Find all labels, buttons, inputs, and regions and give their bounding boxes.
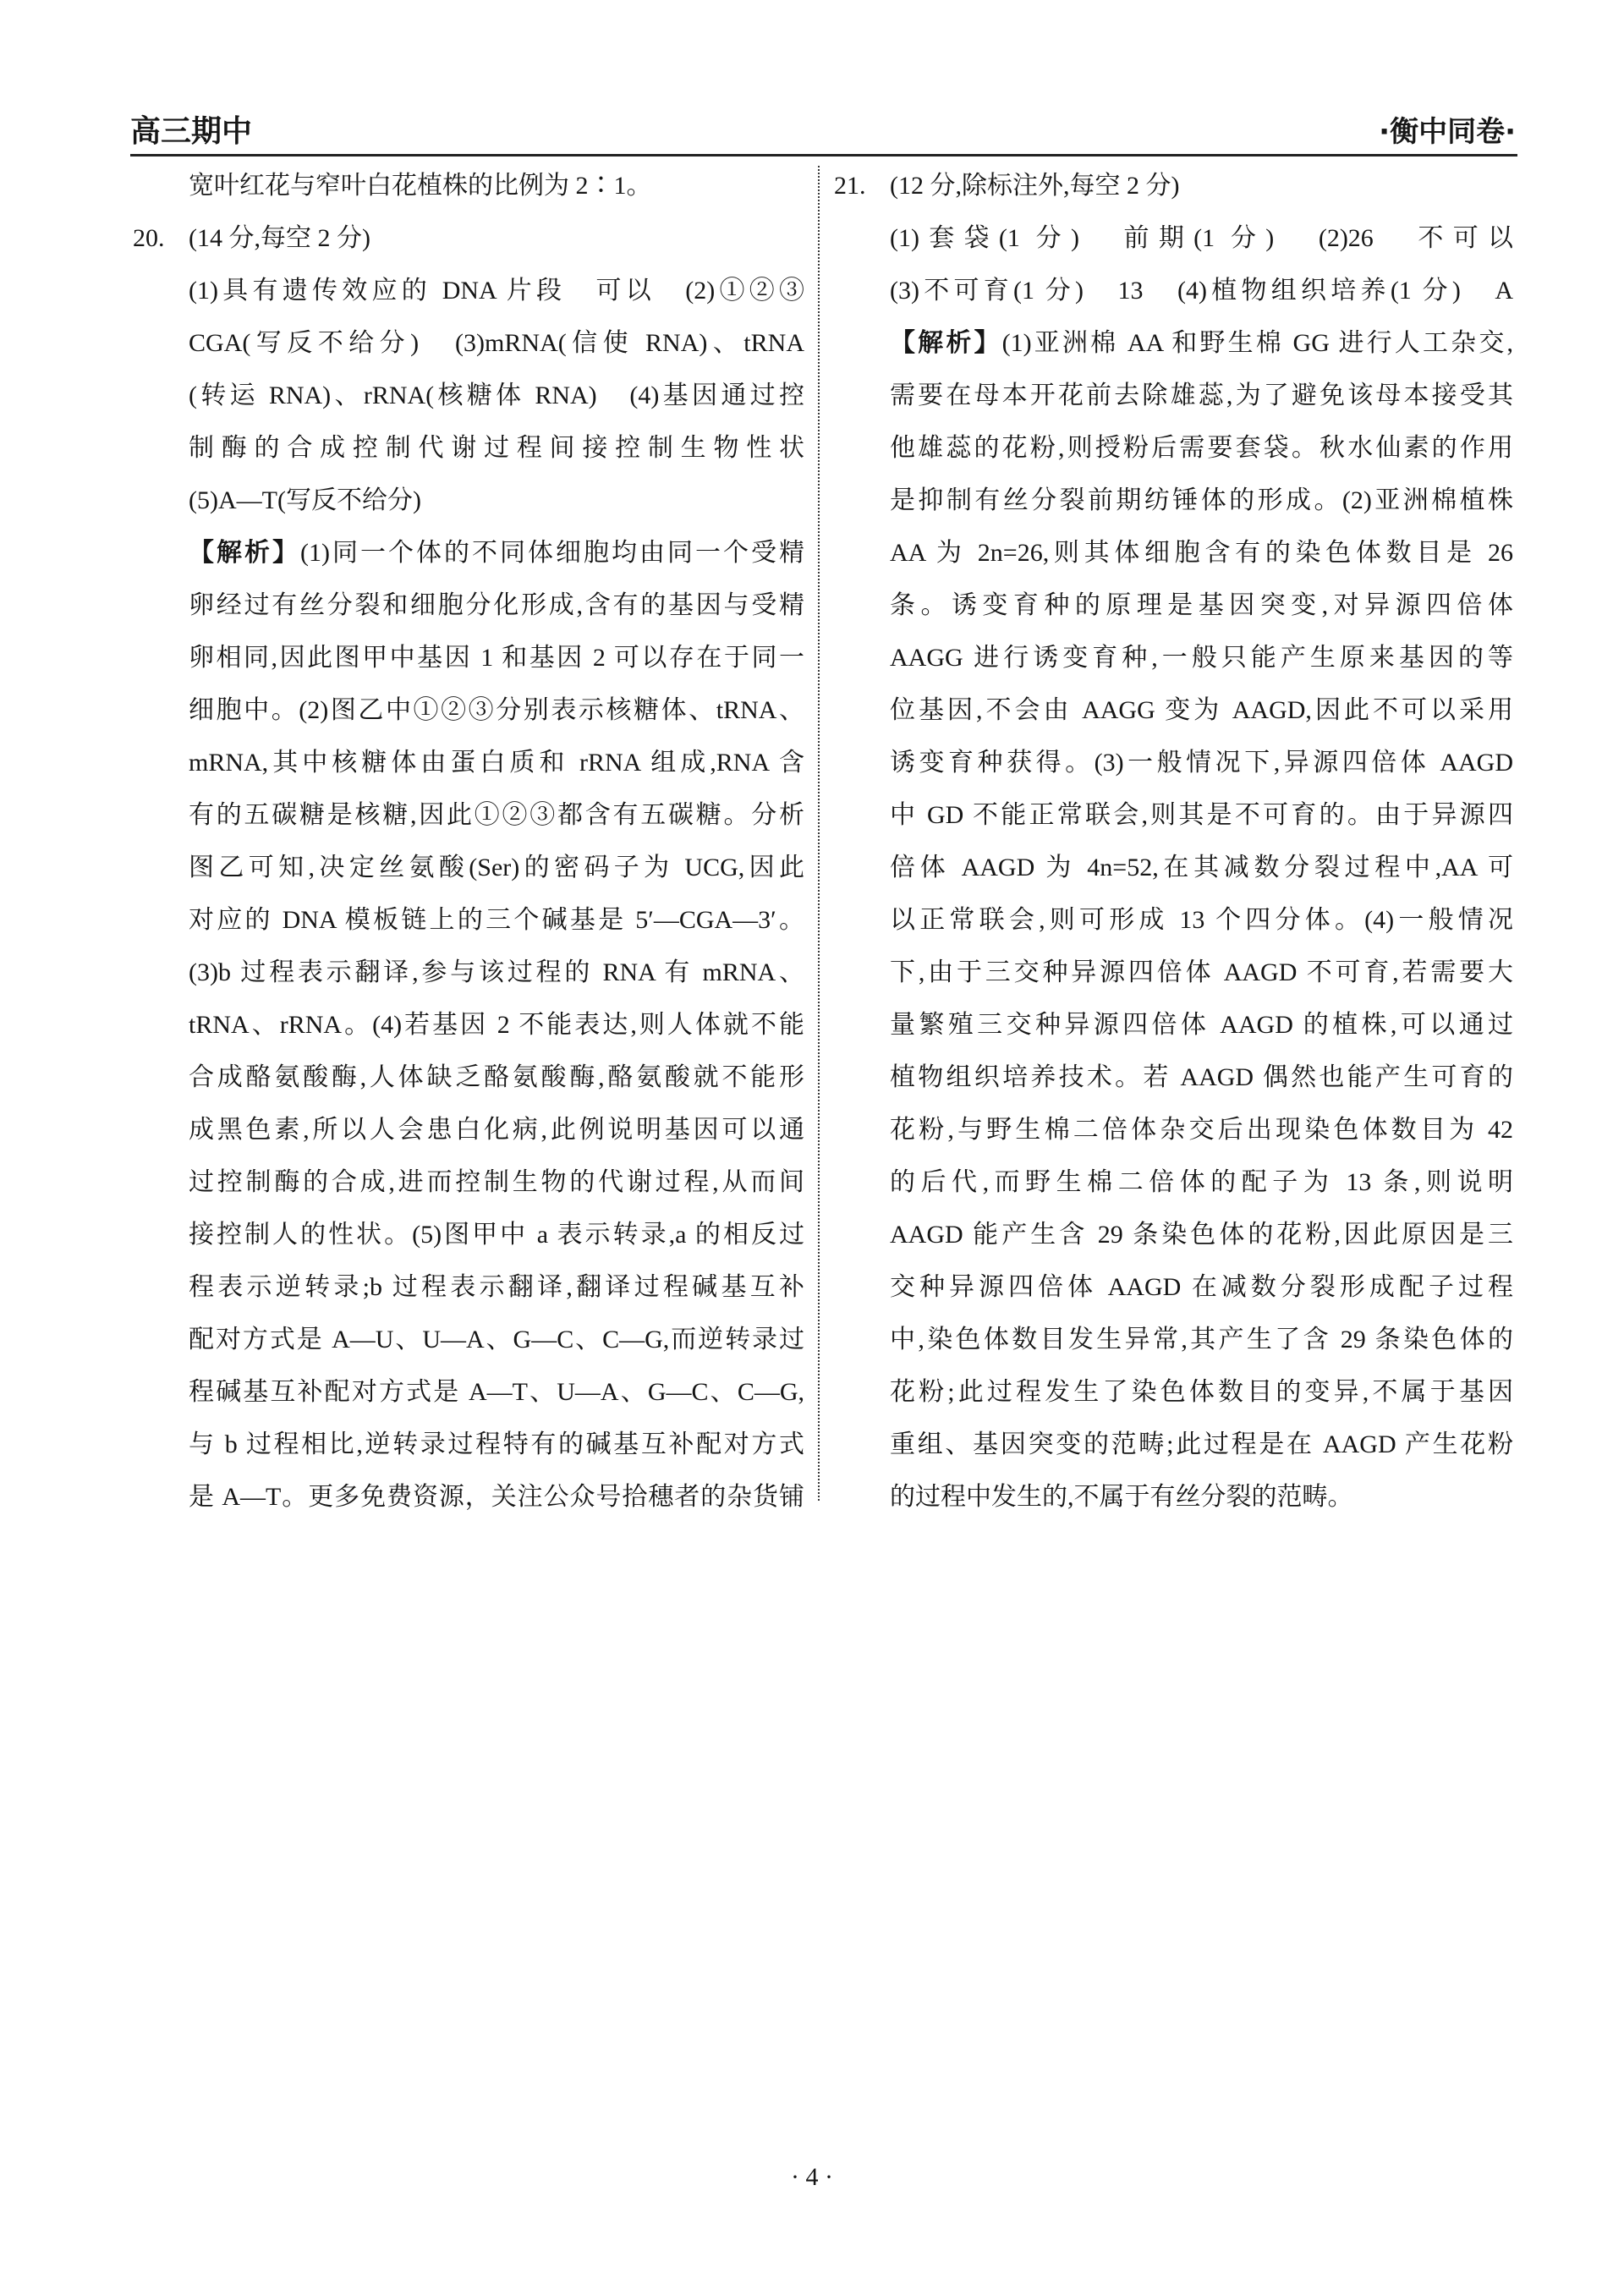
left-column: [133, 160, 805, 1524]
q21-analysis-line: 条。诱变育种的原理是基因突变,对异源四倍体: [890, 591, 1513, 619]
q20-answer-line: (转运 RNA)、rRNA(核糖体 RNA) (4)基因通过控: [189, 382, 804, 409]
q20-analysis-line: 过控制酶的合成,进而控制生物的代谢过程,从而间: [189, 1168, 804, 1196]
right-column: [834, 160, 1513, 1524]
q21-analysis-line: 诱变育种获得。(3)一般情况下,异源四倍体 AAGD: [890, 749, 1513, 777]
q21-analysis-text: (1)亚洲棉 AA 和野生棉 GG 进行人工杂交,: [1001, 329, 1513, 357]
q20-answer-line: CGA(写反不给分) (3)mRNA(信使 RNA)、tRNA: [189, 329, 804, 357]
q21-analysis-line: 中,染色体数目发生异常,其产生了含 29 条染色体的: [890, 1326, 1513, 1353]
q21-heading: [834, 160, 1513, 212]
q21-analysis-line: 下,由于三交种异源四倍体 AAGD 不可育,若需要大: [890, 958, 1513, 986]
q21-analysis-line: 的后代,而野生棉二倍体的配子为 13 条,则说明: [890, 1168, 1513, 1196]
q21-analysis-line: 花粉,与野生棉二倍体杂交后出现染色体数目为 42: [890, 1116, 1513, 1144]
q20-analysis-line: 对应的 DNA 模板链上的三个碱基是 5′—CGA—3′。: [189, 906, 804, 934]
header-title-left: 高三期中: [130, 114, 253, 149]
q21-answer-line: (1)套袋(1 分) 前期(1 分) (2)26 不可以: [890, 224, 1513, 252]
q20-analysis-line: [189, 527, 804, 579]
q20-answer-line: (1)具有遗传效应的 DNA 片段 可以 (2)①②③: [189, 277, 804, 305]
q20-analysis-line: (3)b 过程表示翻译,参与该过程的 RNA 有 mRNA、: [189, 958, 804, 986]
q20-scoring: (14 分,每空 2 分): [189, 224, 370, 252]
q21-analysis-line: 量繁殖三交种异源四倍体 AAGD 的植株,可以通过: [890, 1011, 1513, 1039]
q21-analysis-line: 以正常联会,则可形成 13 个四分体。(4)一般情况: [890, 906, 1513, 934]
q20-heading: [133, 212, 804, 265]
q21-analysis-line: 倍体 AAGD 为 4n=52,在其减数分裂过程中,AA 可: [890, 854, 1513, 881]
page-number: · 4 ·: [791, 2163, 833, 2191]
q21-number: 21.: [834, 172, 866, 200]
header-title-right: ·衡中同卷·: [1379, 115, 1516, 149]
q21-answer-line: (3)不可育(1 分) 13 (4)植物组织培养(1 分) A: [890, 277, 1513, 305]
column-divider: [818, 166, 820, 1501]
q21-analysis-line: AA 为 2n=26,则其体细胞含有的染色体数目是 26: [890, 539, 1513, 567]
q21-scoring: (12 分,除标注外,每空 2 分): [890, 172, 1180, 200]
q21-analysis-line: AAGG 进行诱变育种,一般只能产生原来基因的等: [890, 644, 1513, 672]
q20-analysis-line: 有的五碳糖是核糖,因此①②③都含有五碳糖。分析: [189, 801, 804, 829]
q20-analysis-line: 细胞中。(2)图乙中①②③分别表示核糖体、tRNA、: [189, 696, 804, 724]
q21-analysis-line: 中 GD 不能正常联会,则其是不可育的。由于异源四: [890, 801, 1513, 829]
q20-answer-line: 制酶的合成控制代谢过程间接控制生物性状: [189, 434, 804, 462]
q20-analysis-line: mRNA,其中核糖体由蛋白质和 rRNA 组成,RNA 含: [189, 749, 804, 777]
q20-number: 20.: [133, 224, 165, 252]
q20-analysis-line: 图乙可知,决定丝氨酸(Ser)的密码子为 UCG,因此: [189, 854, 804, 881]
q21-analysis-label: 【解析】: [890, 328, 1002, 358]
header-rule: [130, 154, 1517, 156]
q20-analysis-line: 合成酪氨酸酶,人体缺乏酪氨酸酶,酪氨酸就不能形: [189, 1063, 804, 1091]
q20-analysis-label: 【解析】: [189, 538, 301, 568]
q21-analysis-line: 植物组织培养技术。若 AAGD 偶然也能产生可育的: [890, 1063, 1513, 1091]
q21-analysis-line: 交种异源四倍体 AAGD 在减数分裂形成配子过程: [890, 1273, 1513, 1301]
q20-analysis-line: 程表示逆转录;b 过程表示翻译,翻译过程碱基互补: [189, 1273, 804, 1301]
q21-analysis-line: 的过程中发生的,不属于有丝分裂的范畴。: [890, 1483, 1353, 1511]
q20-analysis-text: (1)同一个体的不同体细胞均由同一个受精: [300, 539, 805, 567]
q21-analysis-line: [890, 317, 1513, 370]
q20-analysis-line: 配对方式是 A—U、U—A、G—C、C—G,而逆转录过: [189, 1326, 804, 1353]
q20-analysis-line: 成黑色素,所以人会患白化病,此例说明基因可以通: [189, 1116, 804, 1144]
q20-analysis-line: 程碱基互补配对方式是 A—T、U—A、G—C、C—G,: [189, 1378, 804, 1406]
watermark-text: 更多免费资源，关注公众号拾穗者的杂货铺: [308, 1482, 804, 1512]
q20-analysis-line: 与 b 过程相比,逆转录过程特有的碱基互补配对方式: [189, 1430, 804, 1458]
q21-analysis-line: AAGD 能产生含 29 条染色体的花粉,因此原因是三: [890, 1221, 1513, 1249]
q21-analysis-line: 位基因,不会由 AAGG 变为 AAGD,因此不可以采用: [890, 696, 1513, 724]
q21-analysis-line: 是抑制有丝分裂前期纺锤体的形成。(2)亚洲棉植株: [890, 486, 1513, 514]
q21-analysis-line: 花粉;此过程发生了染色体数目的变异,不属于基因: [890, 1378, 1513, 1406]
q20-analysis-last-line: [189, 1471, 804, 1524]
q20-analysis-line: tRNA、rRNA。(4)若基因 2 不能表达,则人体就不能: [189, 1011, 804, 1039]
q20-analysis-line: 接控制人的性状。(5)图甲中 a 表示转录,a 的相反过: [189, 1221, 804, 1249]
q21-analysis-line: 需要在母本开花前去除雄蕊,为了避免该母本接受其: [890, 382, 1513, 409]
q21-analysis-line: 他雄蕊的花粉,则授粉后需要套袋。秋水仙素的作用: [890, 434, 1513, 462]
q20-analysis-line: 卵相同,因此图甲中基因 1 和基因 2 可以存在于同一: [189, 644, 804, 672]
q20-analysis-line: 卵经过有丝分裂和细胞分化形成,含有的基因与受精: [189, 591, 804, 619]
q20-analysis-text: 是 A—T。: [189, 1483, 309, 1511]
q20-answer-line: (5)A—T(写反不给分): [189, 486, 421, 514]
q21-analysis-line: 重组、基因突变的范畴;此过程是在 AAGD 产生花粉: [890, 1430, 1513, 1458]
q19-tail-line: 宽叶红花与窄叶白花植株的比例为 2∶1。: [189, 172, 652, 200]
